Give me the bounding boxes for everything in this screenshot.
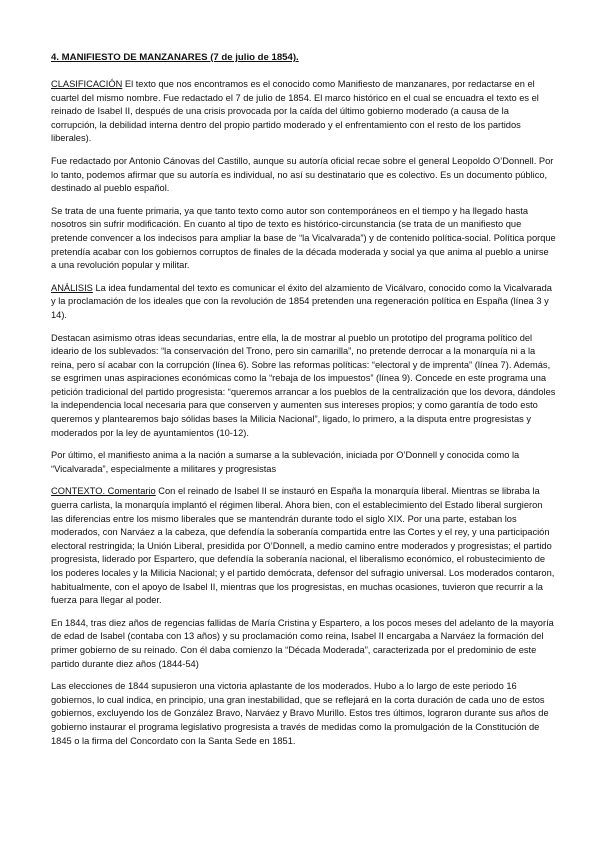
paragraph-text: Las elecciones de 1844 supusieron una victoria aplastante de los moderados. Hubo a lo largo de este periodo 16 gobiernos, lo cual indica, en principio, una gran inestabilidad, que se reflejará en la corta duración de cada uno de estos gobiernos, excluyendo los de González Bravo, Narváez y Bravo Murillo. Estos tres últimos, lograron durante sus años de gobierno instaurar el programa legislativo progresista a través de medidas como la promulgación de la Constitución de 1845 o la firma del Concordato con la Santa Sede en 1851. [51, 681, 549, 746]
paragraph-clasificacion [51, 78, 556, 146]
paragraph-text: El texto que nos encontramos es el conocido como Manifiesto de manzanares, por redactarse en el cuartel del mismo nombre. Fue redactado el 7 de julio de 1854. El marco histórico en el cual se encuadra el texto es el reinado de Isabel II, después de una crisis provocada por la caída del último gobierno moderado (a causa de la corrupción, la debilidad interna dentro del propio partido moderado y el enfrentamiento con el resto de los partidos liberales). [51, 79, 539, 144]
paragraph-fuente [51, 205, 556, 273]
paragraph-text: Con el reinado de Isabel II se instauró en España la monarquía liberal. Mientras se libraba la guerra carlista, la monarquía implantó el régimen liberal. Ahora bien, con el establecimiento del Estado liberal surgieron las diferencias entre los mismo liberales que se mantendrán durante todo el siglo XIX. Por una parte, estaban los moderados, con Narváez a la cabeza, que defendía la soberanía compartida entre las Cortes y el rey, y una participación electoral restringida; la Unión Liberal, presidida por O’Donnell, a medio camino entre moderados y progresistas; el partido progresista, liderado por Espartero, que defendía la soberanía nacional, el liberalismo económico, el robustecimiento de los poderes locales y la Milicia Nacional; y el partido demócrata, defensor del sufragio universal. Los moderados contaron, habitualmente, con el apoyo de Isabel II, mientras que los progresistas, en muchas ocasiones, tuvieron que recurrir a la fuerza para llegar al poder. [51, 486, 555, 606]
paragraph-text: Fue redactado por Antonio Cánovas del Castillo, aunque su autoría oficial recae sobre el general Leopoldo O’Donnell. Por lo tanto, podemos afirmar que su autoría es individual, no así su destinatario que es colectivo. Es un documento público, destinado al pueblo español. [51, 155, 554, 194]
paragraph-contexto [51, 485, 556, 607]
paragraph-por-ultimo [51, 449, 556, 476]
paragraph-ideas-secundarias [51, 332, 556, 441]
document-title: 4. MANIFIESTO DE MANZANARES (7 de julio de 1854). [51, 52, 299, 63]
paragraph-text: La idea fundamental del texto es comunicar el éxito del alzamiento de Vicálvaro, conocido como la Vicalvarada y la proclamación de los ideales que con la revolución de 1854 pretenden una regeneración política en España (línea 3 y 14). [51, 282, 552, 320]
section-heading-contexto: CONTEXTO. Comentario [51, 486, 156, 497]
section-heading-analisis: ANÁLISIS [51, 282, 93, 293]
paragraph-text: Por último, el manifiesto anima a la nación a sumarse a la sublevación, iniciada por O’Donnell y conocida como la “Vicalvarada”, especialmente a militares y progresistas [51, 450, 520, 474]
paragraph-text: Se trata de una fuente primaria, ya que tanto texto como autor son contemporáneos en el tiempo y ha llegado hasta nosotros sin sufrir modificación. En cuanto al tipo de texto es histórico-circunstancia (se trata de un manifiesto que pretende convencer a los indecisos para ampliar la base de “la Vicalvarada”) y de contenido política-social. Política porque pretendía acabar con los gobiernos corruptos de finales de la década moderada y social ya que anima al pueblo a unirse a una revolución popular y militar. [51, 205, 556, 271]
paragraph-autoria [51, 155, 556, 196]
paragraph-text: Destacan asimismo otras ideas secundarias, entre ella, la de mostrar al pueblo un prototipo del programa político del ideario de los sublevados: “la conservación del Trono, pero sin camarilla”, no pretende derrocar a la monarquía ni a la reina, pero sí acabar con la corrupción (línea 6). Sobre las reformas políticas: “electoral y de imprenta” (línea 7). Además, se esgrimen unas aspiraciones económicas como la “rebaja de los impuestos” (línea 9). Concede en este programa una petición tradicional del partido progresista: “queremos arrancar a los pueblos de la centralización que los devora, dándoles la independencia local necesaria para que conserven y aumenten sus intereses propios; y como garantía de todo esto queremos y plantearemos bajo sólidas bases la Milicia Nacional”, ligado, lo primero, a la disputa entre progresistas y moderados por la ley de ayuntamientos (10-12). [51, 332, 556, 438]
section-heading-clasificacion: CLASIFICACIÓN [51, 79, 123, 89]
paragraph-1844 [51, 617, 556, 671]
paragraph-text: En 1844, tras diez años de regencias fallidas de María Cristina y Espartero, a los pocos meses del adelanto de la mayoría de edad de Isabel (contaba con 13 años) y su proclamación como reina, Isabel II encargaba a Narváez la formación del primer gobierno de su reinado. Con él daba comienzo la “Década Moderada”, caracterizada por el predominio de este partido durante diez años (1844-54) [51, 617, 554, 669]
paragraph-elecciones [51, 680, 556, 748]
paragraph-analisis [51, 282, 556, 323]
